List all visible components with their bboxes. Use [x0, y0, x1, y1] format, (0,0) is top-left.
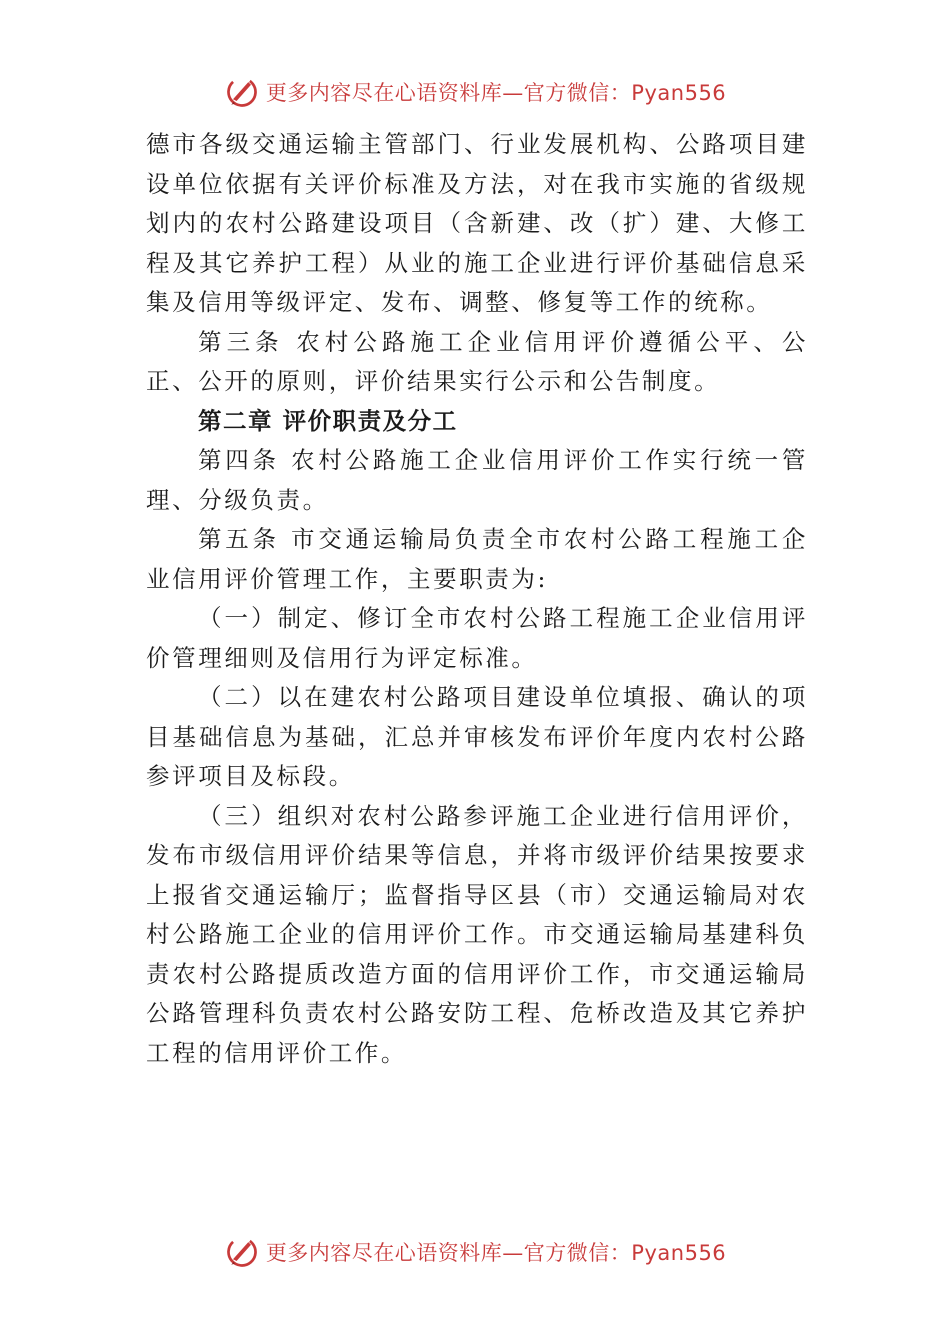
item-1: （一）制定、修订全市农村公路工程施工企业信用评价管理细则及信用行为评定标准。 [146, 604, 808, 672]
article-5: 第五条 市交通运输局负责全市农村公路工程施工企业信用评价管理工作，主要职责为: [146, 525, 808, 593]
watermark-banner-bottom [0, 1230, 950, 1274]
document-body [146, 125, 808, 1073]
watermark-banner-top [0, 70, 950, 114]
watermark-text: 更多内容尽在心语资料库—官方微信：Pyan556 [265, 1241, 727, 1265]
item-2: （二）以在建农村公路项目建设单位填报、确认的项目基础信息为基础，汇总并审核发布评价年度内农村公路参评项目及标段。 [146, 683, 808, 790]
article-4: 第四条 农村公路施工企业信用评价工作实行统一管理、分级负责。 [146, 446, 808, 514]
watermark-text: 更多内容尽在心语资料库—官方微信：Pyan556 [265, 81, 727, 105]
article-3: 第三条 农村公路施工企业信用评价遵循公平、公正、公开的原则，评价结果实行公示和公告制度。 [146, 327, 808, 395]
brush-logo-icon [224, 74, 260, 110]
item-3: （三）组织对农村公路参评施工企业进行信用评价，发布市级信用评价结果等信息，并将市级评价结果按要求上报省交通运输厅；监督指导区县（市）交通运输局对农村公路施工企业的信用评价工作。市交通运输局基建科负责农村公路提质改造方面的信用评价工作，市交通运输局公路管理科负责农村公路安防工程、危桥改造及其它养护工程的信用评价工作。 [146, 801, 808, 1067]
paragraph-continuation: 德市各级交通运输主管部门、行业发展机构、公路项目建设单位依据有关评价标准及方法，对在我市实施的省级规划内的农村公路建设项目（含新建、改（扩）建、大修工程及其它养护工程）从业的施工企业进行评价基础信息采集及信用等级评定、发布、调整、修复等工作的统称。 [146, 130, 808, 316]
brush-logo-icon [224, 1234, 260, 1270]
chapter-heading: 第二章 评价职责及分工 [198, 406, 458, 435]
